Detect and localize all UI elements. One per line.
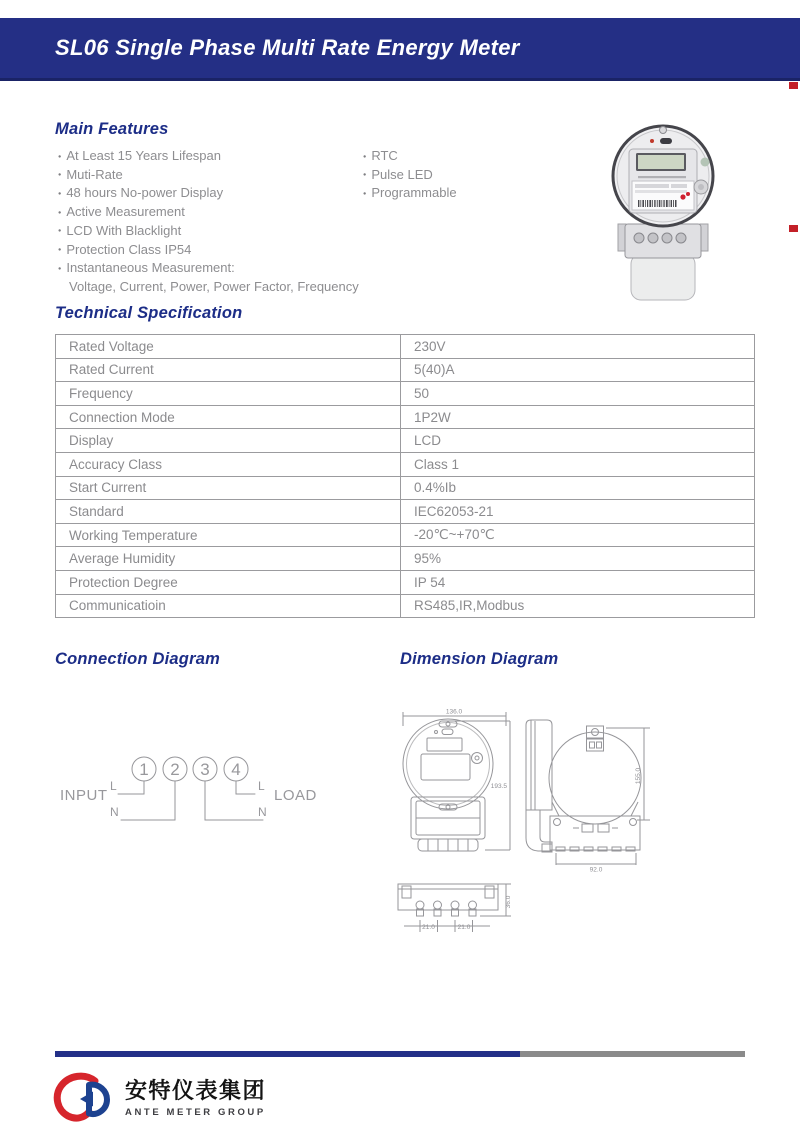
ante-logo-icon — [50, 1072, 116, 1124]
spec-label: Working Temperature — [56, 523, 401, 547]
feature-item-continuation: Voltage, Current, Power, Power Factor, Frequency — [69, 278, 359, 294]
table-row — [56, 523, 755, 547]
spec-value: 1P2W — [401, 405, 755, 429]
spec-label: Average Humidity — [56, 547, 401, 571]
feature-item: ● Programmable — [363, 184, 457, 203]
dim-hole-pitch: 21.0 — [422, 924, 435, 931]
dim-hole-pitch: 21.0 — [457, 924, 471, 931]
barcode — [638, 200, 677, 207]
spec-value: Class 1 — [401, 452, 755, 476]
dimension-diagram-drawing — [390, 698, 655, 943]
feature-item: ● Pulse LED — [363, 166, 457, 185]
logo-text-block — [125, 1080, 266, 1118]
features-list-left — [58, 147, 359, 295]
feature-item: ● At Least 15 Years Lifespan — [58, 147, 359, 166]
footer-divider-bar — [55, 1051, 745, 1057]
spec-table — [55, 334, 755, 618]
spec-value: 0.4%Ib — [401, 476, 755, 500]
spec-label: Start Current — [56, 476, 401, 500]
feature-item: ● LCD With Blacklight — [58, 222, 359, 241]
company-logo — [50, 1072, 266, 1124]
spec-label: Connection Mode — [56, 405, 401, 429]
spec-value: IEC62053-21 — [401, 500, 755, 524]
dim-front-height: 193.5 — [490, 783, 507, 790]
load-label: LOAD — [274, 787, 317, 804]
spec-value: 5(40)A — [401, 358, 755, 382]
spec-label: Frequency — [56, 382, 401, 406]
dim-back-height: 155.0 — [635, 767, 642, 785]
header-band — [0, 18, 800, 81]
connection-heading: Connection Diagram — [55, 650, 220, 668]
table-row — [56, 594, 755, 618]
terminal-number: 2 — [170, 760, 180, 779]
spec-value: LCD — [401, 429, 755, 453]
terminal-number: 1 — [139, 760, 149, 779]
table-row — [56, 500, 755, 524]
feature-item: ● Instantaneous Measurement: — [58, 259, 359, 278]
line-label-n-in: N — [110, 805, 119, 819]
features-heading: Main Features — [55, 120, 169, 138]
table-row — [56, 570, 755, 594]
brand-name-english: ANTE METER GROUP — [125, 1107, 266, 1118]
spec-value: 95% — [401, 547, 755, 571]
spec-label: Standard — [56, 500, 401, 524]
table-row — [56, 476, 755, 500]
footer-bar-gray — [520, 1051, 745, 1057]
feature-item: ● RTC — [363, 147, 457, 166]
spec-value: RS485,IR,Modbus — [401, 594, 755, 618]
page-edge-mark — [789, 225, 798, 232]
spec-value: 230V — [401, 335, 755, 359]
product-photo-energy-meter — [608, 124, 718, 306]
spec-label: Rated Voltage — [56, 335, 401, 359]
terminal-number: 3 — [200, 760, 210, 779]
spec-value: -20℃~+70℃ — [401, 523, 755, 547]
table-row — [56, 358, 755, 382]
table-row — [56, 382, 755, 406]
dim-terminal-width: 92.0 — [589, 866, 603, 874]
line-label-n-out: N — [258, 805, 267, 819]
footer-bar-blue — [55, 1051, 520, 1057]
table-row — [56, 429, 755, 453]
feature-item: ● Muti-Rate — [58, 166, 359, 185]
feature-item: ● Active Measurement — [58, 203, 359, 222]
dim-front-width: 136.0 — [445, 708, 463, 716]
spec-label: Protection Degree — [56, 570, 401, 594]
dim-base-depth: 36.0 — [505, 895, 512, 909]
spec-label: Accuracy Class — [56, 452, 401, 476]
feature-item: ● 48 hours No-power Display — [58, 184, 359, 203]
spec-label: Communicatioin — [56, 594, 401, 618]
feature-item: ● Protection Class IP54 — [58, 241, 359, 260]
spec-value: IP 54 — [401, 570, 755, 594]
table-row — [56, 405, 755, 429]
spec-value: 50 — [401, 382, 755, 406]
spec-label: Rated Current — [56, 358, 401, 382]
terminal-number: 4 — [231, 760, 241, 779]
page-edge-mark — [789, 82, 798, 89]
table-row — [56, 335, 755, 359]
connection-diagram-drawing — [55, 736, 325, 848]
dimension-heading: Dimension Diagram — [400, 650, 559, 668]
features-list-right — [363, 147, 457, 203]
table-row — [56, 547, 755, 571]
page-title: SL06 Single Phase Multi Rate Energy Meter — [55, 35, 520, 60]
input-label: INPUT — [60, 787, 108, 804]
line-label-l-in: L — [110, 779, 117, 793]
brand-name-chinese: 安特仪表集团 — [125, 1079, 267, 1104]
table-row — [56, 452, 755, 476]
specs-heading: Technical Specification — [55, 304, 243, 322]
line-label-l-out: L — [258, 779, 265, 793]
spec-label: Display — [56, 429, 401, 453]
